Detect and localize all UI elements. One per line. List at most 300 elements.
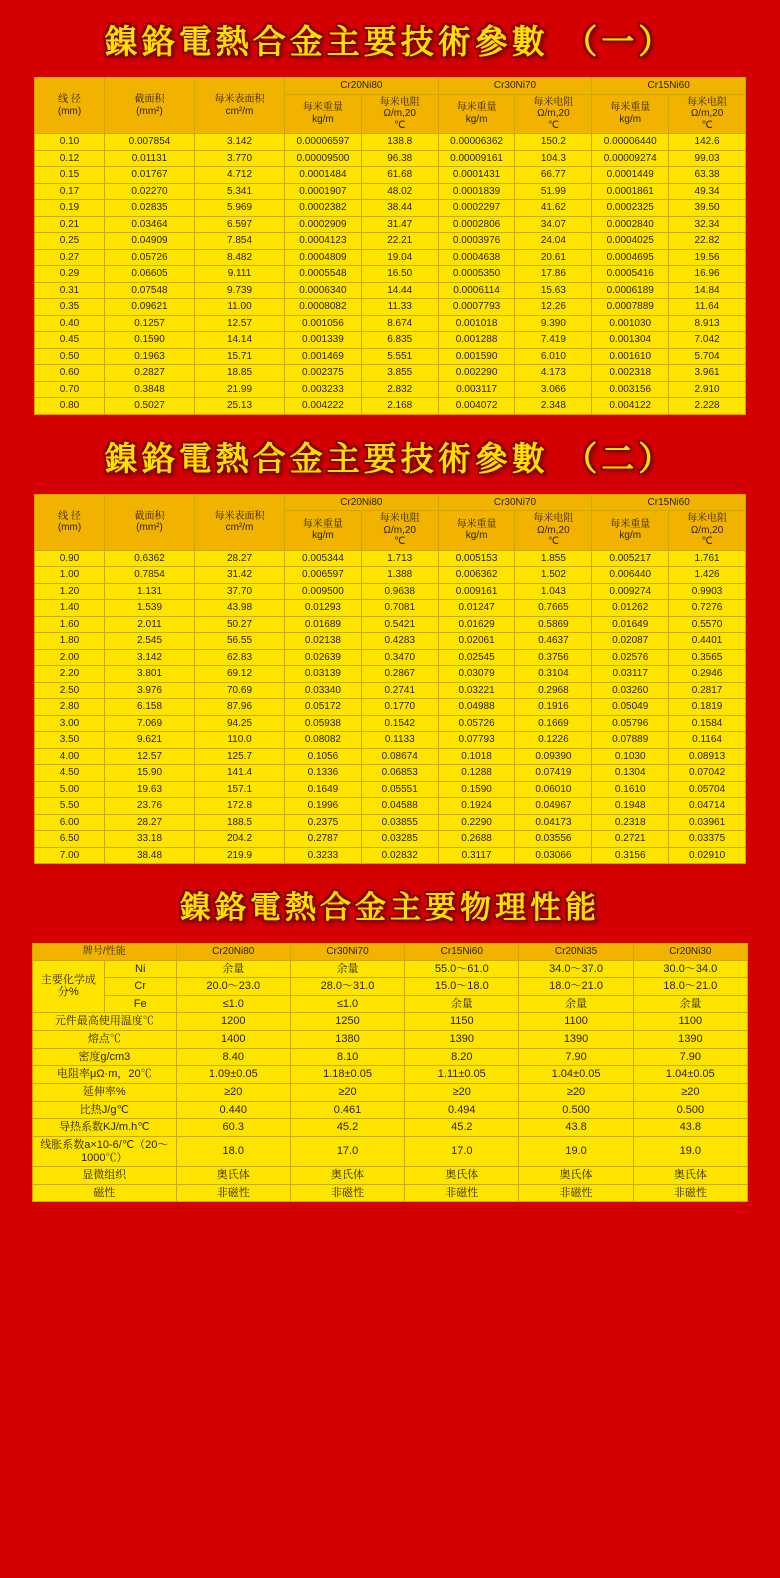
table-row bbox=[33, 1119, 748, 1137]
table-cell: 2.348 bbox=[515, 398, 592, 415]
table-row bbox=[35, 633, 746, 650]
table-cell: 0.1948 bbox=[592, 798, 669, 815]
table-cell: 33.18 bbox=[105, 831, 195, 848]
table-cell: 0.12 bbox=[35, 150, 105, 167]
table-cell: 0.009161 bbox=[438, 583, 515, 600]
table-row bbox=[33, 995, 748, 1013]
table-row bbox=[33, 1167, 748, 1185]
table-cell: 0.03260 bbox=[592, 682, 669, 699]
table-row bbox=[33, 1101, 748, 1119]
table-cell: 0.03855 bbox=[361, 814, 438, 831]
table-cell: 0.001018 bbox=[438, 315, 515, 332]
table-cell: 0.1590 bbox=[438, 781, 515, 798]
table-cell: 0.05551 bbox=[361, 781, 438, 798]
table-row bbox=[33, 960, 748, 978]
table-cell: 3.961 bbox=[669, 365, 746, 382]
table-cell: 0.1819 bbox=[669, 699, 746, 716]
table-row bbox=[35, 249, 746, 266]
table-cell: 7.854 bbox=[195, 233, 285, 250]
table-cell: 0.03556 bbox=[515, 831, 592, 848]
table-cell: 0.02270 bbox=[105, 183, 195, 200]
table-cell: 1.09±0.05 bbox=[176, 1066, 290, 1084]
table-row bbox=[35, 682, 746, 699]
table-cell: 19.04 bbox=[361, 249, 438, 266]
table-row bbox=[35, 567, 746, 584]
table-cell: ≥20 bbox=[519, 1083, 633, 1101]
table-row bbox=[35, 649, 746, 666]
phys-row-label: 电阻率μΩ·m，20℃ bbox=[33, 1066, 177, 1084]
table-cell: 0.17 bbox=[35, 183, 105, 200]
phys-row-label: 熔点℃ bbox=[33, 1031, 177, 1049]
table-cell: 0.1056 bbox=[285, 748, 362, 765]
table-cell: 0.02910 bbox=[669, 847, 746, 864]
header-alloy-group-1: Cr20Ni80 bbox=[285, 494, 439, 511]
table-cell: 0.04714 bbox=[669, 798, 746, 815]
table-row bbox=[35, 699, 746, 716]
table-cell: 余量 bbox=[176, 960, 290, 978]
table-cell: 7.069 bbox=[105, 715, 195, 732]
table-cell: 219.9 bbox=[195, 847, 285, 864]
table-cell: 0.1288 bbox=[438, 765, 515, 782]
table-cell: 非磁性 bbox=[405, 1184, 519, 1202]
table-cell: 0.1133 bbox=[361, 732, 438, 749]
table-cell: 0.009274 bbox=[592, 583, 669, 600]
table-cell: 150.2 bbox=[515, 134, 592, 151]
table-row bbox=[35, 814, 746, 831]
phys-row-label: 密度g/cm3 bbox=[33, 1048, 177, 1066]
table-cell: 104.3 bbox=[515, 150, 592, 167]
header-resistance-per-m-3: 每米电阻 Ω/m,20 ℃ bbox=[669, 511, 746, 551]
page-title-tech-2: 鎳鉻電熱合金主要技術參數 （二） bbox=[104, 438, 676, 478]
table-cell: 0.15 bbox=[35, 167, 105, 184]
table-cell: 0.0001839 bbox=[438, 183, 515, 200]
table-cell: 23.76 bbox=[105, 798, 195, 815]
table-cell: 4.712 bbox=[195, 167, 285, 184]
table-cell: 34.07 bbox=[515, 216, 592, 233]
table-cell: 18.0～21.0 bbox=[519, 978, 633, 996]
table-cell: 0.05796 bbox=[592, 715, 669, 732]
table-cell: 0.10 bbox=[35, 134, 105, 151]
table-cell: 0.0008082 bbox=[285, 299, 362, 316]
table-cell: 0.07548 bbox=[105, 282, 195, 299]
table-cell: 1200 bbox=[176, 1013, 290, 1031]
table-cell: 3.142 bbox=[195, 134, 285, 151]
header-resistance-per-m-3: 每米电阻 Ω/m,20 ℃ bbox=[669, 94, 746, 134]
table-cell: 15.63 bbox=[515, 282, 592, 299]
page-title-tech-1: 鎳鉻電熱合金主要技術參數 （一） bbox=[104, 22, 676, 61]
table-cell: 0.50 bbox=[35, 348, 105, 365]
table-cell: 0.0006340 bbox=[285, 282, 362, 299]
table-row bbox=[35, 348, 746, 365]
table-cell: 0.7081 bbox=[361, 600, 438, 617]
table-cell: 0.03464 bbox=[105, 216, 195, 233]
table-cell: 5.00 bbox=[35, 781, 105, 798]
table-row bbox=[35, 266, 746, 283]
header-surface-area: 每米表面积 cm²/m bbox=[195, 494, 285, 550]
table-cell: 3.142 bbox=[105, 649, 195, 666]
table-cell: 1.18±0.05 bbox=[290, 1066, 404, 1084]
table-cell: 0.001030 bbox=[592, 315, 669, 332]
table-cell: 0.1963 bbox=[105, 348, 195, 365]
table-cell: 14.14 bbox=[195, 332, 285, 349]
table-cell: 19.56 bbox=[669, 249, 746, 266]
table-cell: 0.0002840 bbox=[592, 216, 669, 233]
table-cell: 0.001304 bbox=[592, 332, 669, 349]
table-cell: 0.0003976 bbox=[438, 233, 515, 250]
table-cell: 0.1669 bbox=[515, 715, 592, 732]
table-cell: 0.7665 bbox=[515, 600, 592, 617]
table-row bbox=[35, 748, 746, 765]
table-cell: 188.5 bbox=[195, 814, 285, 831]
phys-corner-label: 牌号/性能 bbox=[33, 944, 177, 961]
table-cell: 0.03340 bbox=[285, 682, 362, 699]
table-cell: 0.3756 bbox=[515, 649, 592, 666]
table-cell: 1.502 bbox=[515, 567, 592, 584]
table-cell: 1.043 bbox=[515, 583, 592, 600]
table-cell: 0.003156 bbox=[592, 381, 669, 398]
table-cell: 0.1590 bbox=[105, 332, 195, 349]
table-row bbox=[33, 978, 748, 996]
table-cell: 1.20 bbox=[35, 583, 105, 600]
table-row bbox=[35, 798, 746, 815]
table-cell: 3.066 bbox=[515, 381, 592, 398]
phys-chem-element: Cr bbox=[104, 978, 176, 996]
table-cell: 0.1164 bbox=[669, 732, 746, 749]
table-cell: 1.539 bbox=[105, 600, 195, 617]
header-surface-area: 每米表面积 cm²/m bbox=[195, 78, 285, 134]
table-cell: 0.0002325 bbox=[592, 200, 669, 217]
table-cell: 9.621 bbox=[105, 732, 195, 749]
table-cell: 0.494 bbox=[405, 1101, 519, 1119]
table-cell: 0.1916 bbox=[515, 699, 592, 716]
table-cell: 21.99 bbox=[195, 381, 285, 398]
table-cell: 1390 bbox=[633, 1031, 747, 1049]
table-cell: 55.0～61.0 bbox=[405, 960, 519, 978]
table-cell: 37.70 bbox=[195, 583, 285, 600]
table-cell: 0.1610 bbox=[592, 781, 669, 798]
table-cell: 1390 bbox=[519, 1031, 633, 1049]
phys-column-3: Cr15Ni60 bbox=[405, 944, 519, 961]
table-cell: 0.005217 bbox=[592, 550, 669, 567]
table-cell: 0.4401 bbox=[669, 633, 746, 650]
table-cell: 0.0001484 bbox=[285, 167, 362, 184]
table-cell: 0.1257 bbox=[105, 315, 195, 332]
table-cell: 9.739 bbox=[195, 282, 285, 299]
table-cell: 2.80 bbox=[35, 699, 105, 716]
phys-chem-label: 主要化学成分% bbox=[33, 960, 105, 1013]
table-cell: 25.13 bbox=[195, 398, 285, 415]
table-cell: 奥氏体 bbox=[290, 1167, 404, 1185]
table-cell: 11.33 bbox=[361, 299, 438, 316]
table-cell: 3.801 bbox=[105, 666, 195, 683]
table-cell: 0.04909 bbox=[105, 233, 195, 250]
header-weight-per-m-3: 每米重量 kg/m bbox=[592, 511, 669, 551]
table-cell: 30.0～34.0 bbox=[633, 960, 747, 978]
table-cell: 0.2787 bbox=[285, 831, 362, 848]
table-cell: 0.01689 bbox=[285, 616, 362, 633]
table-cell: 0.01293 bbox=[285, 600, 362, 617]
table-row bbox=[35, 365, 746, 382]
table-cell: 0.06853 bbox=[361, 765, 438, 782]
table-cell: 1.713 bbox=[361, 550, 438, 567]
table-cell: 0.9638 bbox=[361, 583, 438, 600]
table-cell: 12.57 bbox=[195, 315, 285, 332]
table-cell: 0.1770 bbox=[361, 699, 438, 716]
table-cell: 0.004122 bbox=[592, 398, 669, 415]
table-cell: 31.47 bbox=[361, 216, 438, 233]
table-cell: 0.500 bbox=[519, 1101, 633, 1119]
table-cell: 0.29 bbox=[35, 266, 105, 283]
table-row bbox=[35, 332, 746, 349]
table-cell: 0.0005416 bbox=[592, 266, 669, 283]
table-cell: 0.1336 bbox=[285, 765, 362, 782]
header-resistance-per-m-1: 每米电阻 Ω/m,20 ℃ bbox=[361, 511, 438, 551]
table-cell: 0.0004025 bbox=[592, 233, 669, 250]
table-cell: 8.20 bbox=[405, 1048, 519, 1066]
table-cell: 0.2318 bbox=[592, 814, 669, 831]
table-cell: 43.8 bbox=[519, 1119, 633, 1137]
phys-chem-element: Fe bbox=[104, 995, 176, 1013]
table-header-row-1 bbox=[35, 78, 746, 95]
header-section-area: 截面积 (mm²) bbox=[105, 78, 195, 134]
table-cell: 18.0 bbox=[176, 1136, 290, 1166]
table-cell: 0.006440 bbox=[592, 567, 669, 584]
table-cell: 6.50 bbox=[35, 831, 105, 848]
table-cell: 8.674 bbox=[361, 315, 438, 332]
table-cell: 15.71 bbox=[195, 348, 285, 365]
table-cell: 0.3104 bbox=[515, 666, 592, 683]
table-cell: 0.5421 bbox=[361, 616, 438, 633]
table-cell: 0.02835 bbox=[105, 200, 195, 217]
table-cell: 2.50 bbox=[35, 682, 105, 699]
table-cell: 0.2968 bbox=[515, 682, 592, 699]
table-row bbox=[35, 831, 746, 848]
table-cell: 0.19 bbox=[35, 200, 105, 217]
table-cell: 0.00006362 bbox=[438, 134, 515, 151]
table-cell: 0.001610 bbox=[592, 348, 669, 365]
table-cell: 0.0002297 bbox=[438, 200, 515, 217]
phys-row-label: 显微组织 bbox=[33, 1167, 177, 1185]
table-cell: 0.05938 bbox=[285, 715, 362, 732]
header-wire-diameter: 线 径 (mm) bbox=[35, 78, 105, 134]
header-weight-per-m-2: 每米重量 kg/m bbox=[438, 94, 515, 134]
table-cell: 19.0 bbox=[633, 1136, 747, 1166]
table-cell: 5.704 bbox=[669, 348, 746, 365]
table-cell: 0.001056 bbox=[285, 315, 362, 332]
table-cell: 0.0001449 bbox=[592, 167, 669, 184]
table-cell: 0.006362 bbox=[438, 567, 515, 584]
table-cell: 9.390 bbox=[515, 315, 592, 332]
table-row bbox=[35, 233, 746, 250]
phys-column-4: Cr20Ni35 bbox=[519, 944, 633, 961]
table-cell: 0.0005350 bbox=[438, 266, 515, 283]
table-cell: 0.02545 bbox=[438, 649, 515, 666]
table-cell: 0.0004695 bbox=[592, 249, 669, 266]
table-cell: 0.02138 bbox=[285, 633, 362, 650]
table-cell: 60.3 bbox=[176, 1119, 290, 1137]
table-cell: 6.158 bbox=[105, 699, 195, 716]
table-cell: 0.2741 bbox=[361, 682, 438, 699]
table-cell: 0.1584 bbox=[669, 715, 746, 732]
table-row bbox=[33, 1048, 748, 1066]
table-cell: 9.111 bbox=[195, 266, 285, 283]
table-row bbox=[33, 1031, 748, 1049]
table-cell: 19.0 bbox=[519, 1136, 633, 1166]
table-cell: 51.99 bbox=[515, 183, 592, 200]
table-row bbox=[35, 666, 746, 683]
table-cell: 2.168 bbox=[361, 398, 438, 415]
table-cell: 0.2827 bbox=[105, 365, 195, 382]
table-row bbox=[33, 1184, 748, 1202]
table-cell: ≥20 bbox=[290, 1083, 404, 1101]
table-cell: 157.1 bbox=[195, 781, 285, 798]
table-cell: 2.832 bbox=[361, 381, 438, 398]
table-cell: 7.90 bbox=[633, 1048, 747, 1066]
table-row bbox=[35, 134, 746, 151]
table-cell: 非磁性 bbox=[633, 1184, 747, 1202]
table-cell: 0.004222 bbox=[285, 398, 362, 415]
table-cell: 0.0002382 bbox=[285, 200, 362, 217]
table-cell: 3.00 bbox=[35, 715, 105, 732]
table-cell: 0.02061 bbox=[438, 633, 515, 650]
table-cell: 22.21 bbox=[361, 233, 438, 250]
table-cell: 11.00 bbox=[195, 299, 285, 316]
table-cell: 0.002318 bbox=[592, 365, 669, 382]
table-row bbox=[35, 282, 746, 299]
table-cell: 余量 bbox=[405, 995, 519, 1013]
table-cell: 0.0006114 bbox=[438, 282, 515, 299]
table-cell: 5.969 bbox=[195, 200, 285, 217]
table-cell: 0.00006597 bbox=[285, 134, 362, 151]
table-cell: 非磁性 bbox=[176, 1184, 290, 1202]
table-cell: 0.2817 bbox=[669, 682, 746, 699]
table-cell: 0.2290 bbox=[438, 814, 515, 831]
page-title-physical: 鎳鉻電熱合金主要物理性能 bbox=[180, 890, 600, 926]
table-cell: 17.0 bbox=[290, 1136, 404, 1166]
table-cell: 63.38 bbox=[669, 167, 746, 184]
table-cell: 61.68 bbox=[361, 167, 438, 184]
header-resistance-per-m-2: 每米电阻 Ω/m,20 ℃ bbox=[515, 94, 592, 134]
physical-table-wrap bbox=[0, 943, 780, 1202]
table-row bbox=[35, 183, 746, 200]
table-cell: 0.03221 bbox=[438, 682, 515, 699]
table-row bbox=[35, 315, 746, 332]
table-cell: 1390 bbox=[405, 1031, 519, 1049]
table-row bbox=[33, 1013, 748, 1031]
table-cell: 0.05704 bbox=[669, 781, 746, 798]
table-cell: 0.003117 bbox=[438, 381, 515, 398]
table-cell: 24.04 bbox=[515, 233, 592, 250]
table-cell: 15.90 bbox=[105, 765, 195, 782]
table-cell: 0.0004123 bbox=[285, 233, 362, 250]
table-cell: 14.84 bbox=[669, 282, 746, 299]
table-cell: 1150 bbox=[405, 1013, 519, 1031]
tech-table-2-wrap bbox=[0, 494, 780, 865]
table-cell: 0.0007889 bbox=[592, 299, 669, 316]
table-row bbox=[35, 398, 746, 415]
header-weight-per-m-1: 每米重量 kg/m bbox=[285, 94, 362, 134]
table-cell: 3.976 bbox=[105, 682, 195, 699]
table-cell: 0.2867 bbox=[361, 666, 438, 683]
table-cell: 66.77 bbox=[515, 167, 592, 184]
table-cell: 2.20 bbox=[35, 666, 105, 683]
table-cell: 1.60 bbox=[35, 616, 105, 633]
table-cell: 0.01131 bbox=[105, 150, 195, 167]
table-cell: 0.27 bbox=[35, 249, 105, 266]
table-cell: 32.34 bbox=[669, 216, 746, 233]
table-cell: 62.83 bbox=[195, 649, 285, 666]
table-row bbox=[35, 847, 746, 864]
table-cell: 0.006597 bbox=[285, 567, 362, 584]
table-row bbox=[35, 732, 746, 749]
table-cell: 125.7 bbox=[195, 748, 285, 765]
table-cell: 28.0～31.0 bbox=[290, 978, 404, 996]
table-row bbox=[35, 600, 746, 617]
header-alloy-group-3: Cr15Ni60 bbox=[592, 494, 746, 511]
header-alloy-group-2: Cr30Ni70 bbox=[438, 78, 592, 95]
table-cell: 1.855 bbox=[515, 550, 592, 567]
table-cell: 0.7276 bbox=[669, 600, 746, 617]
table-cell: 0.1996 bbox=[285, 798, 362, 815]
table-cell: 0.1018 bbox=[438, 748, 515, 765]
table-cell: 0.1304 bbox=[592, 765, 669, 782]
table-cell: 0.440 bbox=[176, 1101, 290, 1119]
phys-header-row bbox=[33, 944, 748, 961]
table-cell: 0.31 bbox=[35, 282, 105, 299]
table-cell: 0.07793 bbox=[438, 732, 515, 749]
table-row bbox=[33, 1066, 748, 1084]
table-cell: 0.3233 bbox=[285, 847, 362, 864]
table-cell: 0.001590 bbox=[438, 348, 515, 365]
table-cell: 0.07889 bbox=[592, 732, 669, 749]
header-section-area: 截面积 (mm²) bbox=[105, 494, 195, 550]
table-cell: 0.03066 bbox=[515, 847, 592, 864]
table-cell: 142.6 bbox=[669, 134, 746, 151]
table-cell: 0.0007793 bbox=[438, 299, 515, 316]
table-cell: 5.50 bbox=[35, 798, 105, 815]
table-cell: 0.05726 bbox=[105, 249, 195, 266]
table-row bbox=[35, 583, 746, 600]
table-cell: 0.03375 bbox=[669, 831, 746, 848]
table-cell: 2.228 bbox=[669, 398, 746, 415]
table-cell: 0.6362 bbox=[105, 550, 195, 567]
table-cell: 0.07042 bbox=[669, 765, 746, 782]
table-cell: 0.03117 bbox=[592, 666, 669, 683]
table-cell: 0.007854 bbox=[105, 134, 195, 151]
table-cell: 0.01629 bbox=[438, 616, 515, 633]
table-cell: 1.11±0.05 bbox=[405, 1066, 519, 1084]
phys-chem-element: Ni bbox=[104, 960, 176, 978]
table-cell: 1.131 bbox=[105, 583, 195, 600]
table-cell: ≤1.0 bbox=[290, 995, 404, 1013]
table-cell: 0.0006189 bbox=[592, 282, 669, 299]
table-cell: 0.5570 bbox=[669, 616, 746, 633]
table-cell: 0.002290 bbox=[438, 365, 515, 382]
table-cell: 0.00009274 bbox=[592, 150, 669, 167]
table-cell: 0.01262 bbox=[592, 600, 669, 617]
table-cell: 1.761 bbox=[669, 550, 746, 567]
table-cell: 0.01649 bbox=[592, 616, 669, 633]
physical-table bbox=[32, 943, 748, 1202]
table-cell: 0.0002909 bbox=[285, 216, 362, 233]
table-cell: ≥20 bbox=[405, 1083, 519, 1101]
table-cell: 0.03079 bbox=[438, 666, 515, 683]
table-cell: 0.3117 bbox=[438, 847, 515, 864]
table-cell: 19.63 bbox=[105, 781, 195, 798]
table-cell: 87.96 bbox=[195, 699, 285, 716]
table-row bbox=[35, 550, 746, 567]
table-cell: 38.44 bbox=[361, 200, 438, 217]
